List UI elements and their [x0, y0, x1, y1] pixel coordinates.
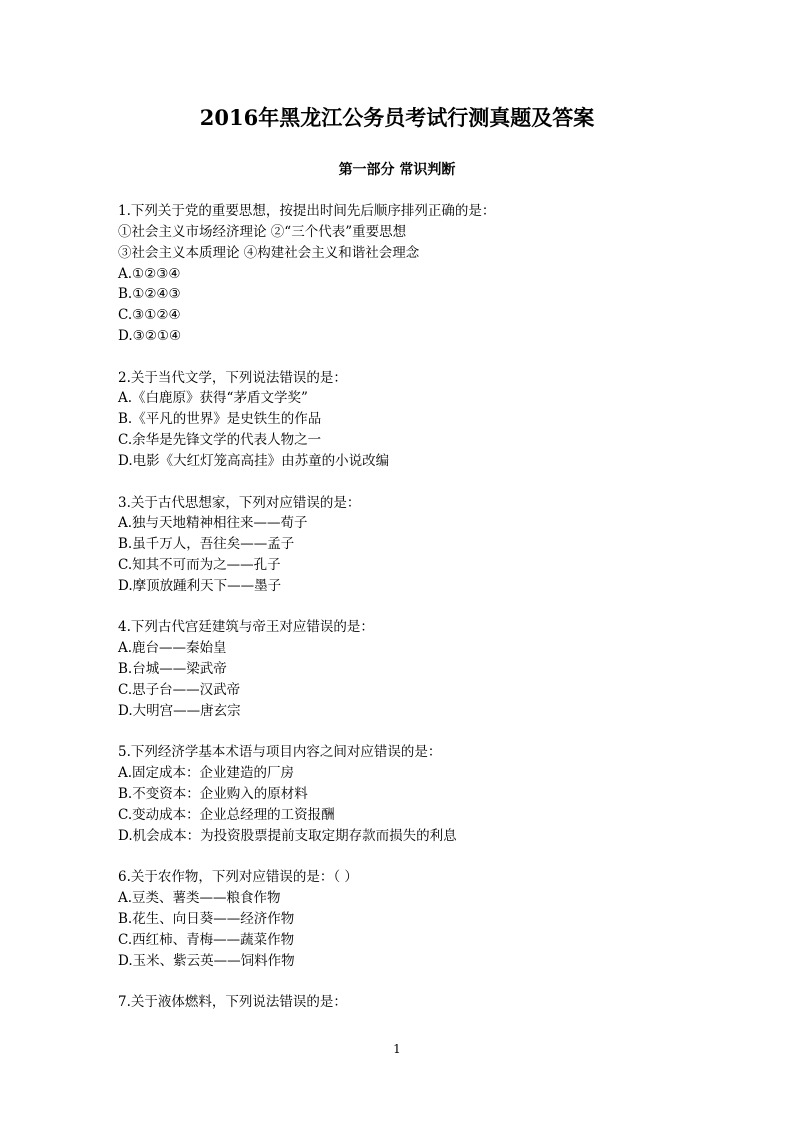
question-line: B.台城——梁武帝: [118, 661, 227, 678]
question-line: C.西红柿、青梅——蔬菜作物: [118, 931, 295, 948]
question-line: D.玉米、紫云英——饲料作物: [118, 952, 295, 969]
page-number: 1: [393, 1042, 401, 1056]
question-6: [118, 867, 718, 971]
question-4: [118, 617, 718, 721]
question-7: [118, 992, 718, 1013]
question-line: A.《白鹿原》获得“茅盾文学奖”: [118, 390, 308, 407]
question-stem: 4.下列古代宫廷建筑与帝王对应错误的是：: [118, 619, 374, 636]
question-line: ③社会主义本质理论 ④构建社会主义和谐社会理念: [118, 244, 420, 261]
section-heading: 第一部分 常识判断: [338, 162, 456, 178]
question-line: A.独与天地精神相往来——荀子: [118, 515, 308, 532]
question-line: C.③①②④: [118, 307, 181, 324]
question-line: D.大明宫——唐玄宗: [118, 702, 241, 719]
question-line: C.变动成本：企业总经理的工资报酬: [118, 806, 335, 823]
question-line: B.①②④③: [118, 286, 181, 303]
question-line: ①社会主义市场经济理论 ②“三个代表”重要思想: [118, 223, 407, 240]
question-list: [118, 201, 718, 1034]
question-line: A.鹿台——秦始皇: [118, 640, 227, 657]
question-line: D.摩顶放踵利天下——墨子: [118, 577, 282, 594]
question-line: A.①②③④: [118, 265, 181, 282]
question-line: B.《平凡的世界》是史铁生的作品: [118, 411, 322, 428]
question-line: D.③②①④: [118, 328, 182, 345]
question-3: [118, 493, 718, 597]
question-line: D.电影《大红灯笼高高挂》由苏童的小说改编: [118, 452, 390, 469]
question-line: A.豆类、薯类——粮食作物: [118, 890, 281, 907]
question-line: C.知其不可而为之——孔子: [118, 557, 281, 574]
question-line: B.花生、向日葵——经济作物: [118, 910, 295, 927]
question-5: [118, 742, 718, 846]
question-line: B.虽千万人，吾往矣——孟子: [118, 536, 295, 553]
question-stem: 6.关于农作物，下列对应错误的是：（ ）: [118, 869, 358, 886]
question-stem: 7.关于液体燃料，下列说法错误的是：: [118, 994, 347, 1011]
question-stem: 1.下列关于党的重要思想，按提出时间先后顺序排列正确的是：: [118, 203, 496, 219]
question-2: [118, 368, 718, 472]
document-title: 2016年黑龙江公务员考试行测真题及答案: [199, 105, 595, 130]
question-line: A.固定成本：企业建造的厂房: [118, 765, 295, 782]
question-line: C.思子台——汉武帝: [118, 681, 241, 698]
question-line: D.机会成本：为投资股票提前支取定期存款而损失的利息: [118, 827, 457, 844]
question-line: C.余华是先锋文学的代表人物之一: [118, 432, 322, 449]
question-line: B.不变资本：企业购入的原材料: [118, 786, 308, 802]
question-stem: 3.关于古代思想家，下列对应错误的是：: [118, 494, 361, 511]
question-1: [118, 201, 718, 347]
question-stem: 2.关于当代文学，下列说法错误的是：: [118, 369, 347, 386]
question-stem: 5.下列经济学基本术语与项目内容之间对应错误的是：: [118, 744, 442, 761]
